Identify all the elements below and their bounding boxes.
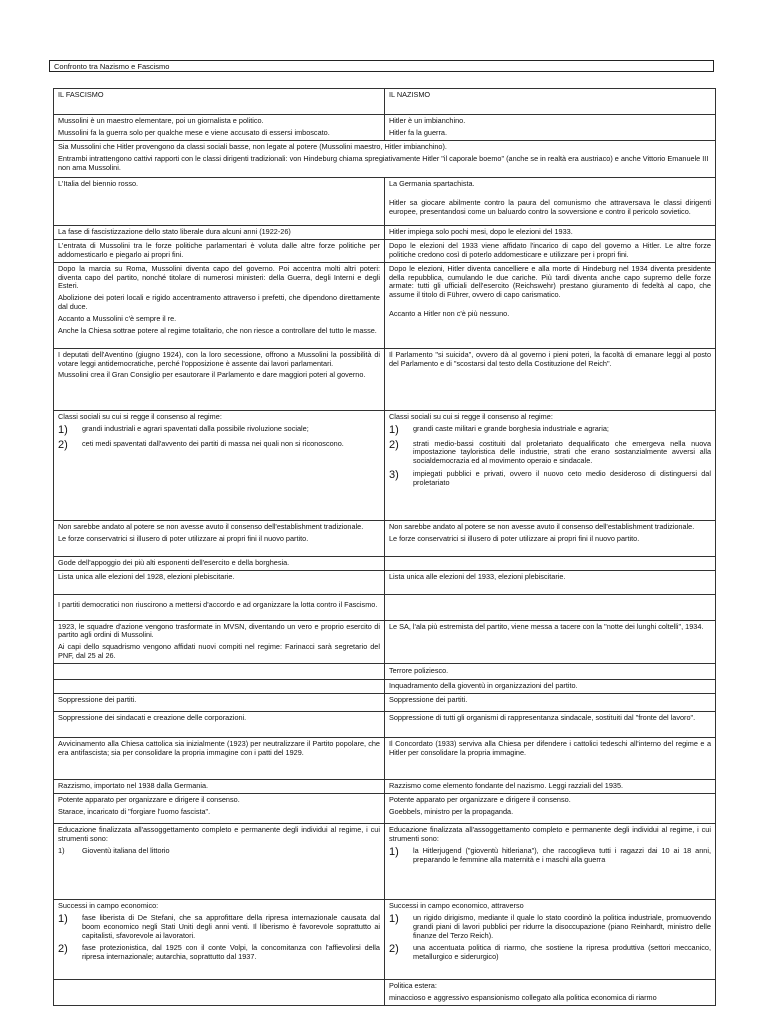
cell-text: La Germania spartachista.	[389, 178, 475, 188]
comparison-table	[53, 88, 716, 1006]
cell-fascismo: Gode dell'appoggio dei più alti esponenti dell'esercito e della borghesia.	[54, 556, 385, 570]
cell-nazismo	[385, 177, 716, 225]
cell-fascismo	[54, 899, 385, 979]
cell-fascismo	[54, 115, 385, 141]
cell-fascismo	[54, 979, 385, 1005]
cell-fascismo	[54, 520, 385, 556]
cell-text: L'Italia del biennio rosso.	[58, 178, 139, 188]
list-number: 1)	[58, 912, 68, 925]
table-row	[54, 520, 716, 556]
cell-nazismo: Soppressione di tutti gli organismi di rappresentanza sindacale, sostituiti dal "fronte del lavoro".	[385, 712, 716, 738]
list-item	[389, 914, 711, 941]
cell-nazismo: Il Parlamento "si suicida", ovvero dà al governo i pieni poteri, la facoltà di emanare leggi al posto del Parlamento e di "scostarsi dal testo della Costituzione del Reich".	[385, 348, 716, 410]
cell-fascismo: Lista unica alle elezioni del 1928, elezioni plebiscitarie.	[54, 570, 385, 594]
list-number: 1)	[389, 423, 399, 436]
cell-text: Successi in campo economico:	[58, 900, 159, 910]
list-text: fase protezionistica, dal 1925 con il conte Volpi, la concomitanza con l'affievolirsi della ripresa internazionale; autarchia, soprattutto dal 1937.	[82, 943, 380, 962]
cell-text: Le forze conservatrici si illusero di poter utilizzare ai propri fini il nuovo partito.	[58, 533, 309, 543]
list-text: una accentuata politica di riarmo, che sostiene la ripresa produttiva (settori meccanico, metallurgico e siderurgico)	[413, 943, 711, 962]
table-row	[54, 979, 716, 1005]
cell-nazismo	[385, 793, 716, 823]
cell-fascismo	[54, 620, 385, 664]
list-item	[58, 425, 380, 436]
cell-fascismo: I partiti democratici non riuscirono a mettersi d'accordo e ad organizzare la lotta contro il Fascismo.	[54, 594, 385, 620]
list-number: 1)	[58, 845, 65, 855]
list-item	[389, 425, 711, 436]
header-fascismo: IL FASCISMO	[54, 89, 385, 115]
cell-nazismo: Dopo le elezioni del 1933 viene affidato l'incarico di capo del governo a Hitler. Le altre forze politiche credono così di poterlo addomesticare e utilizzare per i propri fini.	[385, 239, 716, 262]
cell-fascismo: Soppressione dei sindacati e creazione delle corporazioni.	[54, 712, 385, 738]
table-row	[54, 823, 716, 899]
table-row	[54, 262, 716, 348]
list-item	[58, 914, 380, 941]
header-nazismo: IL NAZISMO	[385, 89, 716, 115]
list-item	[389, 440, 711, 467]
list-text: ceti medi spaventati dall'avvento dei partiti di massa nei quali non si riconoscono.	[82, 438, 344, 448]
list-text: grandi industriali e agrari spaventati dalla possibile rivoluzione sociale;	[82, 423, 309, 433]
cell-fascismo	[54, 262, 385, 348]
cell-fascismo	[54, 793, 385, 823]
cell-fascismo	[54, 410, 385, 520]
cell-fascismo	[54, 664, 385, 680]
cell-fascismo: Razzismo, importato nel 1938 dalla Germania.	[54, 780, 385, 794]
cell-nazismo	[385, 899, 716, 979]
list-text: fase liberista di De Stefani, che sa approfittare della ripresa internazionale causata dal boom economico negli Stati Uniti degli anni venti. Il liberismo è favorevole soprattutto ai capitalisti, sfavorevole ai lavoratori.	[82, 912, 380, 940]
classi-heading: Classi sociali su cui si regge il consenso al regime:	[58, 411, 222, 421]
cell-nazismo	[385, 262, 716, 348]
list-number: 1)	[58, 423, 68, 436]
list-item	[58, 847, 380, 856]
table-row	[54, 177, 716, 225]
cell-nazismo: Terrore poliziesco.	[385, 664, 716, 680]
cell-nazismo: Inquadramento della gioventù in organizzazioni del partito.	[385, 680, 716, 694]
list-item	[389, 470, 711, 488]
table-row	[54, 115, 716, 141]
cell-text: 1923, le squadre d'azione vengono trasformate in MVSN, diventando un vero e proprio esercito di partito agli ordini di Mussolini.	[58, 621, 380, 640]
cell-text: Accanto a Hitler non c'è più nessuno.	[389, 309, 510, 319]
list-text: strati medio-bassi costituiti dal proletariato dequalificato che emergeva nella nuova impostazione tayloristica delle industrie, strati che erano sostanzialmente avversi alla socialdemocrazia ed al movimento operaio e sindacale.	[413, 438, 711, 466]
table-row	[54, 899, 716, 979]
cell-text: Hitler sa giocare abilmente contro la paura del comunismo che attraversava le classi dirigenti europee, presentandosi come un baluardo contro la sovversione e contro il pericolo sovietico.	[389, 197, 711, 216]
list-text: la Hitlerjugend ("gioventù hitleriana"), che raccoglieva tutti i ragazzi dai 10 ai 18 anni, preparando le femmine alla maternità e i maschi alla guerra	[413, 845, 711, 864]
cell-text: Educazione finalizzata all'assoggettamento completo e permanente degli individui al regime, i cui strumenti sono:	[389, 824, 711, 843]
list-text: impiegati pubblici e privati, ovvero il nuovo ceto medio desideroso di distinguersi dal proletariato	[413, 469, 711, 488]
list-number: 2)	[58, 943, 68, 956]
cell-text: Hitler fa la guerra.	[389, 127, 447, 137]
cell-nazismo: Hitler impiega solo pochi mesi, dopo le elezioni del 1933.	[385, 225, 716, 239]
cell-nazismo: Soppressione dei partiti.	[385, 694, 716, 712]
cell-nazismo: Le SA, l'ala più estremista del partito, viene messa a tacere con la "notte dei lunghi coltelli", 1934.	[385, 620, 716, 664]
cell-nazismo: Razzismo come elemento fondante del nazismo. Leggi razziali del 1935.	[385, 780, 716, 794]
table-row	[54, 594, 716, 620]
cell-text: Dopo le elezioni, Hitler diventa cancelliere e alla morte di Hindeburg nel 1934 diventa presidente della repubblica, cumulando le due cariche. Più tardi diventa anche capo supremo delle forze armate: tutti gli ufficiali dell'esercito (Reichswehr) prestano giuramento di fedeltà al capo, che assume il titolo di Führer, ovvero di capo carismatico.	[389, 263, 711, 300]
table-row	[54, 348, 716, 410]
list-number: 2)	[389, 943, 399, 956]
cell-text: Le forze conservatrici si illusero di poter utilizzare ai propri fini il nuovo partito.	[389, 533, 640, 543]
list-item	[389, 944, 711, 962]
table-row	[54, 570, 716, 594]
table-row	[54, 780, 716, 794]
list-number: 3)	[389, 469, 399, 482]
cell-text: Politica estera:	[389, 980, 437, 990]
cell-text: Dopo la marcia su Roma, Mussolini diventa capo del governo. Poi accentra molti altri poteri: diventa capo del partito, nonché titolare di numerosi ministeri: della Guerra, degli Interni e degli Esteri.	[58, 263, 380, 291]
table-row	[54, 620, 716, 664]
cell-text: Anche la Chiesa sottrae potere al regime totalitario, che non riesce a controllare del tutto le masse.	[58, 326, 377, 336]
table-row	[54, 239, 716, 262]
cell-text: Non sarebbe andato al potere se non avesse avuto il consenso dell'establishment tradizionale.	[389, 521, 695, 531]
cell-nazismo	[385, 520, 716, 556]
cell-text: Ai capi dello squadrismo vengono affidati nuovi compiti nel regime: Farinacci sarà segretario del PNF, dal 25 al 26.	[58, 642, 380, 661]
cell-text: Educazione finalizzata all'assoggettamento completo e permanente degli individui al regime, i cui strumenti sono:	[58, 824, 380, 843]
list-text: un rigido dirigismo, mediante il quale lo stato coordinò la politica industriale, promuovendo grandi piani di lavori pubblici per ridurre la disoccupazione (piano Reinhardt, ministro delle finanze del Terzo Reich).	[413, 912, 711, 940]
document-title: Confronto tra Nazismo e Fascismo	[49, 60, 714, 72]
list-item	[58, 944, 380, 962]
cell-text: Non sarebbe andato al potere se non avesse avuto il consenso dell'establishment tradizionale.	[58, 521, 364, 531]
table-row	[54, 738, 716, 780]
cell-text: Potente apparato per organizzare e dirigere il consenso.	[389, 794, 571, 804]
cell-text: Abolizione dei poteri locali e rigido accentramento attraverso i prefetti, che dipendono direttamente dal duce.	[58, 293, 380, 312]
table-row	[54, 712, 716, 738]
cell-common	[54, 140, 716, 177]
table-row	[54, 89, 716, 115]
cell-nazismo	[385, 979, 716, 1005]
cell-nazismo	[385, 594, 716, 620]
list-text: Gioventù italiana del littorio	[82, 845, 170, 855]
table-row	[54, 664, 716, 680]
cell-nazismo: Il Concordato (1933) serviva alla Chiesa per difendere i cattolici tedeschi all'interno del regime e a Hitler per consolidare la propria immagine.	[385, 738, 716, 780]
table-row	[54, 410, 716, 520]
cell-text: Potente apparato per organizzare e dirigere il consenso.	[58, 794, 240, 804]
cell-fascismo	[54, 348, 385, 410]
cell-nazismo: Lista unica alle elezioni del 1933, elezioni plebiscitarie.	[385, 570, 716, 594]
cell-nazismo	[385, 115, 716, 141]
list-item	[389, 847, 711, 865]
cell-text: Mussolini fa la guerra solo per qualche mese e viene accusato di essersi imboscato.	[58, 127, 330, 137]
cell-fascismo: L'entrata di Mussolini tra le forze politiche parlamentari è voluta dalle altre forze politiche per addomesticarlo e piegarlo ai propri fini.	[54, 239, 385, 262]
cell-text: I deputati dell'Aventino (giugno 1924), con la loro secessione, offrono a Mussolini la possibilità di votare leggi antidemocratiche, perché l'opposizione è assente dai lavori parlamentari.	[58, 349, 380, 368]
cell-text: Mussolini è un maestro elementare, poi un giornalista e politico.	[58, 116, 264, 125]
list-number: 2)	[58, 438, 68, 451]
table-row	[54, 556, 716, 570]
cell-fascismo	[54, 177, 385, 225]
cell-fascismo: Avvicinamento alla Chiesa cattolica sia inizialmente (1923) per neutralizzare il Partito popolare, che era antifascista; sia per consolidare la propria immagine con i patti del 1929.	[54, 738, 385, 780]
cell-text: Starace, incaricato di "forgiare l'uomo fascista".	[58, 806, 211, 816]
table-row	[54, 140, 716, 177]
table-row	[54, 225, 716, 239]
table-row	[54, 694, 716, 712]
cell-text: minaccioso e aggressivo espansionismo collegato alla politica economica di riarmo	[389, 992, 657, 1002]
cell-nazismo	[385, 823, 716, 899]
cell-fascismo	[54, 680, 385, 694]
cell-fascismo: La fase di fascistizzazione dello stato liberale dura alcuni anni (1922-26)	[54, 225, 385, 239]
cell-text: Mussolini crea il Gran Consiglio per esautorare il Parlamento e dare maggiori poteri al governo.	[58, 370, 366, 380]
list-number: 2)	[389, 438, 399, 451]
list-item	[58, 440, 380, 451]
cell-fascismo: Soppressione dei partiti.	[54, 694, 385, 712]
cell-fascismo	[54, 823, 385, 899]
list-text: grandi caste militari e grande borghesia industriale e agraria;	[413, 423, 609, 433]
cell-text: Hitler è un imbianchino.	[389, 116, 466, 125]
list-number: 1)	[389, 845, 399, 858]
table-row	[54, 680, 716, 694]
list-number: 1)	[389, 912, 399, 925]
classi-heading: Classi sociali su cui si regge il consenso al regime:	[389, 411, 553, 421]
cell-text: Sia Mussolini che Hitler provengono da classi sociali basse, non legate al potere (Mussolini maestro, Hitler imbianchino).	[58, 141, 447, 151]
cell-text: Goebbels, ministro per la propaganda.	[389, 806, 514, 816]
table-row	[54, 793, 716, 823]
cell-text: Entrambi intrattengono cattivi rapporti con le classi dirigenti tradizionali: von Hindeburg chiama spregiativamente Hitler "il caporale boemo" (anche se in realtà era austriaco) e anche Vittorio Emanuele III non ama Mussolini.	[58, 153, 709, 172]
cell-nazismo	[385, 556, 716, 570]
cell-nazismo	[385, 410, 716, 520]
cell-text: Successi in campo economico, attraverso	[389, 900, 524, 910]
cell-text: Accanto a Mussolini c'è sempre il re.	[58, 314, 177, 324]
